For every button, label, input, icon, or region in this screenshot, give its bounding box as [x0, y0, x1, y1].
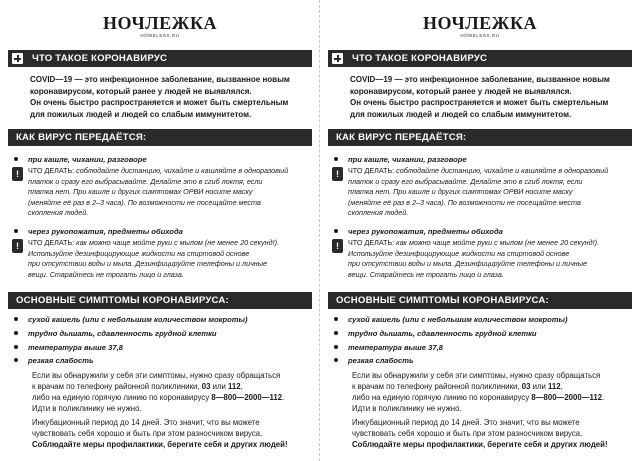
incubation-text	[32, 417, 312, 450]
incubation-line: чувствовать себя хорошо и быть при этом разносчиком вируса.	[32, 429, 263, 438]
hotline-number: 8—800—2000—112	[531, 393, 603, 402]
spread-bullet	[14, 154, 312, 165]
spread-bullet	[14, 226, 312, 237]
bullet-dot-icon	[14, 229, 18, 233]
section-spread-title: КАК ВИРУС ПЕРЕДАЁТСЯ:	[336, 132, 467, 143]
bullet-dot-icon	[334, 317, 338, 321]
incubation-line: Соблюдайте меры профилактики, берегите себя и других людей!	[352, 440, 608, 449]
flyer-right	[320, 0, 640, 461]
logo-subtitle: HOMELESS.RU	[460, 33, 500, 38]
section-what-header	[8, 50, 312, 67]
warning-icon: !	[332, 167, 343, 181]
section-what-title: ЧТО ТАКОЕ КОРОНАВИРУС	[352, 53, 488, 64]
bullet-dot-icon	[334, 345, 338, 349]
intro-line: для пожилых людей и людей со слабым иммунитетом.	[350, 109, 572, 119]
tip-line: как можно чаще мойте руки с мылом (не менее 20 секунд!).	[394, 238, 599, 247]
tip-line: при отсутствии воды и мыла. Дезинфицируйте телефоны и личные	[348, 259, 588, 269]
warning-icon: !	[332, 239, 343, 253]
contact-line: Идти в поликлинику не нужно.	[32, 404, 142, 413]
tip-label: ЧТО ДЕЛАТЬ:	[28, 166, 75, 175]
tip-line: при отсутствии воды и мыла. Дезинфицируйте телефоны и личные	[28, 259, 268, 269]
spread-tip	[12, 166, 314, 219]
symptom-item: температура выше 37,8	[14, 342, 312, 353]
section-what-header	[328, 50, 632, 67]
logo-name: НОЧЛЕЖКА	[102, 13, 218, 33]
intro-line: Он очень быстро распространяется и может быть смертельным	[30, 98, 289, 107]
section-spread-title: КАК ВИРУС ПЕРЕДАЁТСЯ:	[16, 132, 147, 143]
tip-line: (меняйте её раз в 2–3 часа). По возможности не посещайте места	[348, 197, 581, 207]
contact-line: либо на единую горячую линию по коронавирусу 8—800—2000—112.	[32, 393, 285, 402]
contact-text	[32, 370, 312, 414]
symptom-item: резкая слабость	[334, 355, 632, 366]
tip-line: платка нет. При кашле и других симптомах ОРВИ носите маску	[348, 187, 573, 197]
contact-line: Идти в поликлинику не нужно.	[352, 404, 462, 413]
bullet-dot-icon	[14, 317, 18, 321]
bullet-dot-icon	[334, 331, 338, 335]
bullet-dot-icon	[334, 229, 338, 233]
symptom-item: трудно дышать, сдавленность грудной клетки	[14, 328, 312, 339]
bullet-dot-icon	[14, 358, 18, 362]
tip-line: скопления людей.	[28, 208, 89, 218]
spread-bullet	[334, 154, 632, 165]
symptom-item: трудно дышать, сдавленность грудной клетки	[334, 328, 632, 339]
section-symptoms-title: ОСНОВНЫЕ СИМПТОМЫ КОРОНАВИРУСА:	[336, 295, 549, 306]
bullet-dot-icon	[14, 157, 18, 161]
spread-bullet-text: через рукопожатия, предметы обихода	[28, 227, 183, 236]
logo-name: НОЧЛЕЖКА	[422, 13, 538, 33]
bullet-dot-icon	[14, 345, 18, 349]
tip-line: вещи. Старайтесь не трогать лицо и глаза.	[28, 269, 184, 279]
logo-subtitle: HOMELESS.RU	[140, 33, 180, 38]
tip-line: соблюдайте дистанцию, чихайте и кашляйте в одноразовый	[74, 166, 289, 175]
emergency-number: 03	[201, 382, 211, 391]
logo	[0, 14, 320, 39]
spread-bullet-text: через рукопожатия, предметы обихода	[348, 227, 503, 236]
spread-tip	[332, 238, 634, 280]
intro-line: COVID—19 — это инфекционное заболевание, вызванное новым	[30, 75, 290, 84]
medical-plus-icon	[12, 53, 23, 64]
contact-line: Если вы обнаружили у себя эти симптомы, нужно сразу обращаться	[32, 371, 281, 380]
tip-line: (меняйте её раз в 2–3 часа). По возможности не посещайте места	[28, 197, 261, 207]
tip-line: вещи. Старайтесь не трогать лицо и глаза.	[348, 269, 504, 279]
tip-line: платок и сразу его выбрасывайте. Делайте это в сгиб локтя, если	[348, 176, 583, 186]
warning-icon: !	[12, 167, 23, 181]
bullet-dot-icon	[334, 358, 338, 362]
tip-line: Используйте дезинфицирующие жидкости на спиртовой основе	[348, 248, 570, 258]
emergency-number: 112	[228, 382, 241, 391]
emergency-number: 112	[548, 382, 561, 391]
tip-line: скопления людей.	[348, 208, 409, 218]
incubation-line: Инкубационный период до 14 дней. Это значит, что вы можете	[32, 418, 260, 427]
medical-plus-icon	[332, 53, 343, 64]
incubation-line: Соблюдайте меры профилактики, берегите себя и других людей!	[32, 440, 288, 449]
contact-line: либо на единую горячую линию по коронавирусу 8—800—2000—112.	[352, 393, 605, 402]
tip-line: как можно чаще мойте руки с мылом (не менее 20 секунд!).	[74, 238, 279, 247]
bullet-dot-icon	[334, 157, 338, 161]
intro-line: Он очень быстро распространяется и может быть смертельным	[350, 98, 609, 107]
spread-tip	[332, 166, 634, 219]
intro-line: коронавирусом, который ранее у людей не выявлялся.	[350, 86, 572, 96]
section-what-title: ЧТО ТАКОЕ КОРОНАВИРУС	[32, 53, 168, 64]
section-spread-header	[8, 129, 312, 146]
emergency-number: 03	[521, 382, 531, 391]
spread-bullet-text: при кашле, чихании, разговоре	[348, 155, 467, 164]
contact-line: к врачам по телефону районной поликлиники, 03 или 112,	[352, 382, 563, 391]
incubation-line: чувствовать себя хорошо и быть при этом разносчиком вируса.	[352, 429, 583, 438]
section-symptoms-header	[328, 292, 632, 309]
symptom-item: резкая слабость	[14, 355, 312, 366]
symptom-item: сухой кашель (или с небольшим количеством мокроты)	[14, 314, 312, 325]
tip-label: ЧТО ДЕЛАТЬ:	[348, 238, 395, 247]
warning-icon: !	[12, 239, 23, 253]
intro-text	[350, 74, 632, 120]
tip-line: платка нет. При кашле и других симптомах ОРВИ носите маску	[28, 187, 253, 197]
tip-label: ЧТО ДЕЛАТЬ:	[348, 166, 395, 175]
tip-line: Используйте дезинфицирующие жидкости на спиртовой основе	[28, 248, 250, 258]
spread-bullet-text: при кашле, чихании, разговоре	[28, 155, 147, 164]
bullet-dot-icon	[14, 331, 18, 335]
contact-line: к врачам по телефону районной поликлиники, 03 или 112,	[32, 382, 243, 391]
tip-line: соблюдайте дистанцию, чихайте и кашляйте в одноразовый	[394, 166, 609, 175]
intro-text	[30, 74, 312, 120]
incubation-line: Инкубационный период до 14 дней. Это значит, что вы можете	[352, 418, 580, 427]
symptom-item: сухой кашель (или с небольшим количеством мокроты)	[334, 314, 632, 325]
hotline-number: 8—800—2000—112	[211, 393, 283, 402]
contact-text	[352, 370, 632, 414]
tip-line: платок и сразу его выбрасывайте. Делайте это в сгиб локтя, если	[28, 176, 263, 186]
section-symptoms-header	[8, 292, 312, 309]
spread-bullet	[334, 226, 632, 237]
section-symptoms-title: ОСНОВНЫЕ СИМПТОМЫ КОРОНАВИРУСА:	[16, 295, 229, 306]
incubation-text	[352, 417, 632, 450]
section-spread-header	[328, 129, 632, 146]
contact-line: Если вы обнаружили у себя эти симптомы, нужно сразу обращаться	[352, 371, 601, 380]
intro-line: для пожилых людей и людей со слабым иммунитетом.	[30, 109, 252, 119]
logo	[320, 14, 640, 39]
intro-line: коронавирусом, который ранее у людей не выявлялся.	[30, 86, 252, 96]
symptom-item: температура выше 37,8	[334, 342, 632, 353]
intro-line: COVID—19 — это инфекционное заболевание, вызванное новым	[350, 75, 610, 84]
tip-label: ЧТО ДЕЛАТЬ:	[28, 238, 75, 247]
spread-tip	[12, 238, 314, 280]
